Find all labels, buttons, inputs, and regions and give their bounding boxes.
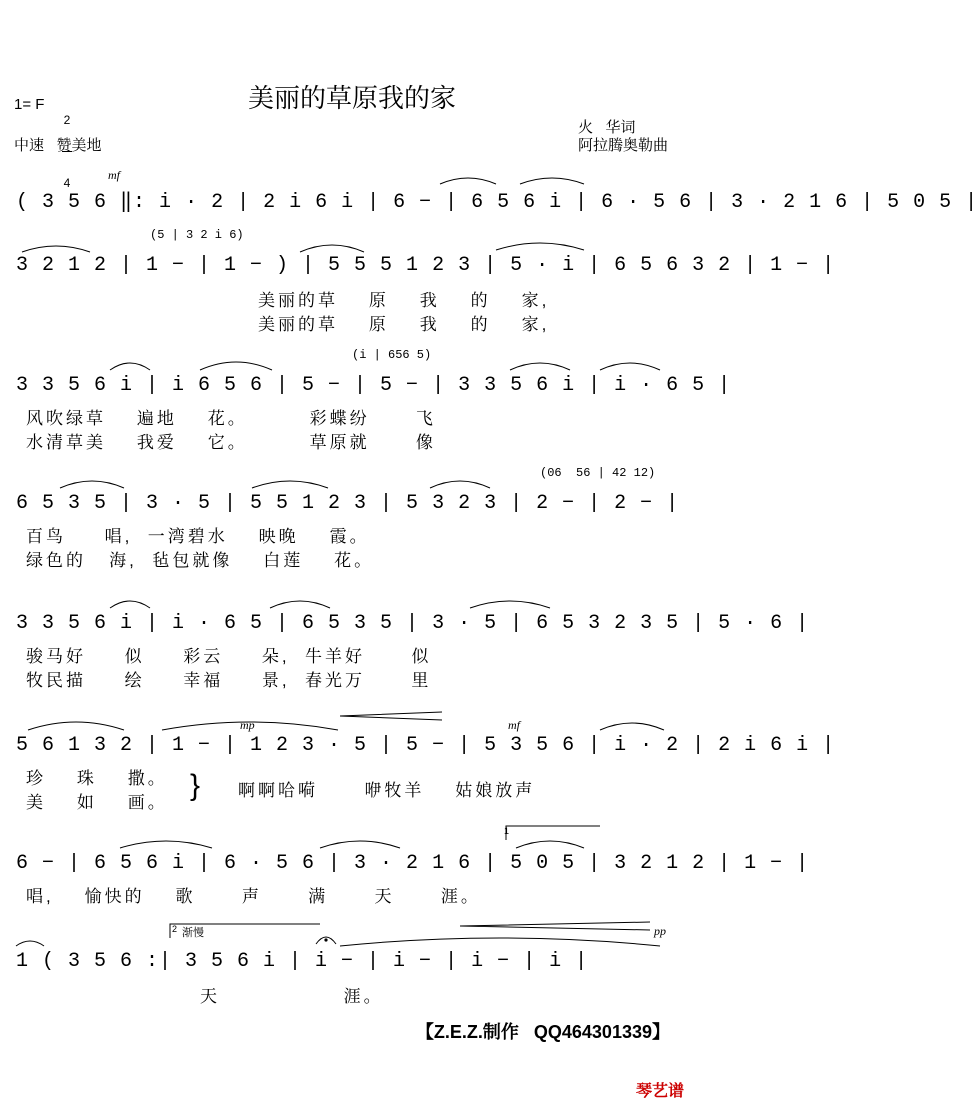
slur bbox=[120, 841, 212, 848]
lyrics-line-3b: 水清草美 我爱 它。 草原就 像 bbox=[26, 433, 436, 452]
lyrics-line-5b: 牧民描 绘 幸福 景, 春光万 里 bbox=[26, 671, 432, 690]
lyrics-line-3a: 风吹绿草 遍地 花。 彩蝶纷 飞 bbox=[26, 409, 436, 428]
grace-notes-3: (i | 656 5) bbox=[352, 348, 432, 362]
grace-notes-2: (5 | 3 2 i 6) bbox=[150, 228, 244, 242]
ritardando-marking: 渐慢 bbox=[182, 927, 204, 939]
dynamic-mp: mp bbox=[240, 718, 255, 732]
music-line-1: ( 3 5 6 ‖: i · 2 | 2 i 6 i | 6 − | 6 5 6 i | 6 · 5 6 | 3 · 2 1 6 | 5 0 5 | bbox=[16, 191, 978, 214]
hairpin-decrescendo bbox=[460, 922, 650, 930]
volta-2-bracket bbox=[170, 924, 320, 938]
music-line-4: 6 5 3 5 | 3 · 5 | 5 5 1 2 3 | 5 3 2 3 | 2 − | 2 − | bbox=[16, 492, 680, 515]
slur bbox=[430, 481, 490, 488]
lyrics-line-2b: 美丽的草 原 我 的 家, bbox=[258, 315, 550, 334]
volta-1-label: 1 bbox=[504, 826, 510, 836]
lyrics-line-7: 唱, 愉快的 歌 声 满 天 涯。 bbox=[26, 887, 481, 906]
lyrics-line-6c: 啊啊哈嗬 咿牧羊 姑娘放声 bbox=[238, 781, 536, 800]
slur bbox=[516, 841, 584, 848]
key-signature: 1= F bbox=[14, 96, 45, 113]
music-line-5: 3 3 5 6 i | i · 6 5 | 6 5 3 5 | 3 · 5 | 6 5 3 2 3 5 | 5 · 6 | bbox=[16, 612, 810, 635]
slur bbox=[60, 481, 124, 488]
site-logo[interactable]: 琴艺谱 bbox=[635, 1083, 684, 1100]
lyrics-line-4a: 百鸟 唱, 一湾碧水 映晚 霞。 bbox=[26, 527, 370, 546]
song-title: 美丽的草原我的家 bbox=[247, 83, 456, 113]
slur bbox=[470, 601, 550, 608]
lyrics-line-6b: 美 如 画。 bbox=[26, 793, 168, 812]
lyrics-line-2a: 美丽的草 原 我 的 家, bbox=[258, 291, 550, 310]
slur bbox=[520, 178, 584, 184]
slur bbox=[16, 941, 44, 946]
slur bbox=[270, 601, 330, 608]
dynamic-mf: mf bbox=[108, 168, 120, 182]
music-line-2: 3 2 1 2 | 1 − | 1 − ) | 5 5 5 1 2 3 | 5 · i | 6 5 6 3 2 | 1 − | bbox=[16, 254, 836, 277]
dynamic-mf-2: mf bbox=[508, 718, 520, 732]
lyrics-line-6a: 珍 珠 撒。 bbox=[26, 769, 168, 788]
time-sig-numerator: 2 bbox=[63, 113, 71, 127]
grace-notes-4: (06 56 | 42 12) bbox=[540, 466, 656, 480]
volta-1-bracket bbox=[506, 826, 600, 840]
music-line-6: 5 6 1 3 2 | 1 − | 1 2 3 · 5 | 5 − | 5 3 5 6 | i · 2 | 2 i 6 i | bbox=[16, 734, 836, 757]
hairpin-crescendo bbox=[340, 712, 442, 720]
slur bbox=[440, 178, 496, 184]
lyrics-line-8: 天 涯。 bbox=[200, 987, 384, 1006]
credit-note: 【Z.E.Z.制作 QQ464301339】 bbox=[415, 1022, 670, 1042]
slur bbox=[300, 245, 364, 252]
slur bbox=[22, 246, 90, 252]
music-line-3: 3 3 5 6 i | i 6 5 6 | 5 − | 5 − | 3 3 5 6 i | i · 6 5 | bbox=[16, 374, 732, 397]
slur bbox=[252, 481, 328, 488]
music-line-7: 6 − | 6 5 6 i | 6 · 5 6 | 3 · 2 1 6 | 5 0 5 | 3 2 1 2 | 1 − | bbox=[16, 852, 810, 875]
music-line-8: 1 ( 3 5 6 :| 3 5 6 i | i − | i − | i − | i | bbox=[16, 950, 589, 973]
composer-credit: 阿拉腾奥勒曲 bbox=[578, 137, 669, 154]
slur bbox=[162, 722, 338, 730]
lyrics-line-5a: 骏马好 似 彩云 朵, 牛羊好 似 bbox=[26, 647, 432, 666]
slur bbox=[200, 362, 272, 370]
fermata-dot bbox=[324, 938, 327, 941]
slur bbox=[496, 243, 584, 250]
slur bbox=[320, 841, 400, 848]
slur bbox=[110, 363, 150, 370]
time-sig-denominator: 4 bbox=[63, 176, 71, 190]
lyricist-credit: 火 华词 bbox=[578, 119, 636, 136]
slur bbox=[28, 722, 124, 730]
dynamic-pp: pp bbox=[654, 924, 666, 938]
lyrics-line-4b: 绿色的 海, 毡包就像 白莲 花。 bbox=[26, 551, 375, 570]
slur bbox=[600, 363, 660, 370]
lyrics-brace: } bbox=[190, 769, 201, 802]
slur bbox=[340, 938, 660, 946]
slur bbox=[110, 601, 150, 608]
slur bbox=[510, 363, 570, 370]
slur bbox=[600, 723, 664, 730]
tempo-marking: 中速 赞美地 bbox=[14, 137, 102, 154]
volta-2-label: 2 bbox=[172, 924, 178, 934]
